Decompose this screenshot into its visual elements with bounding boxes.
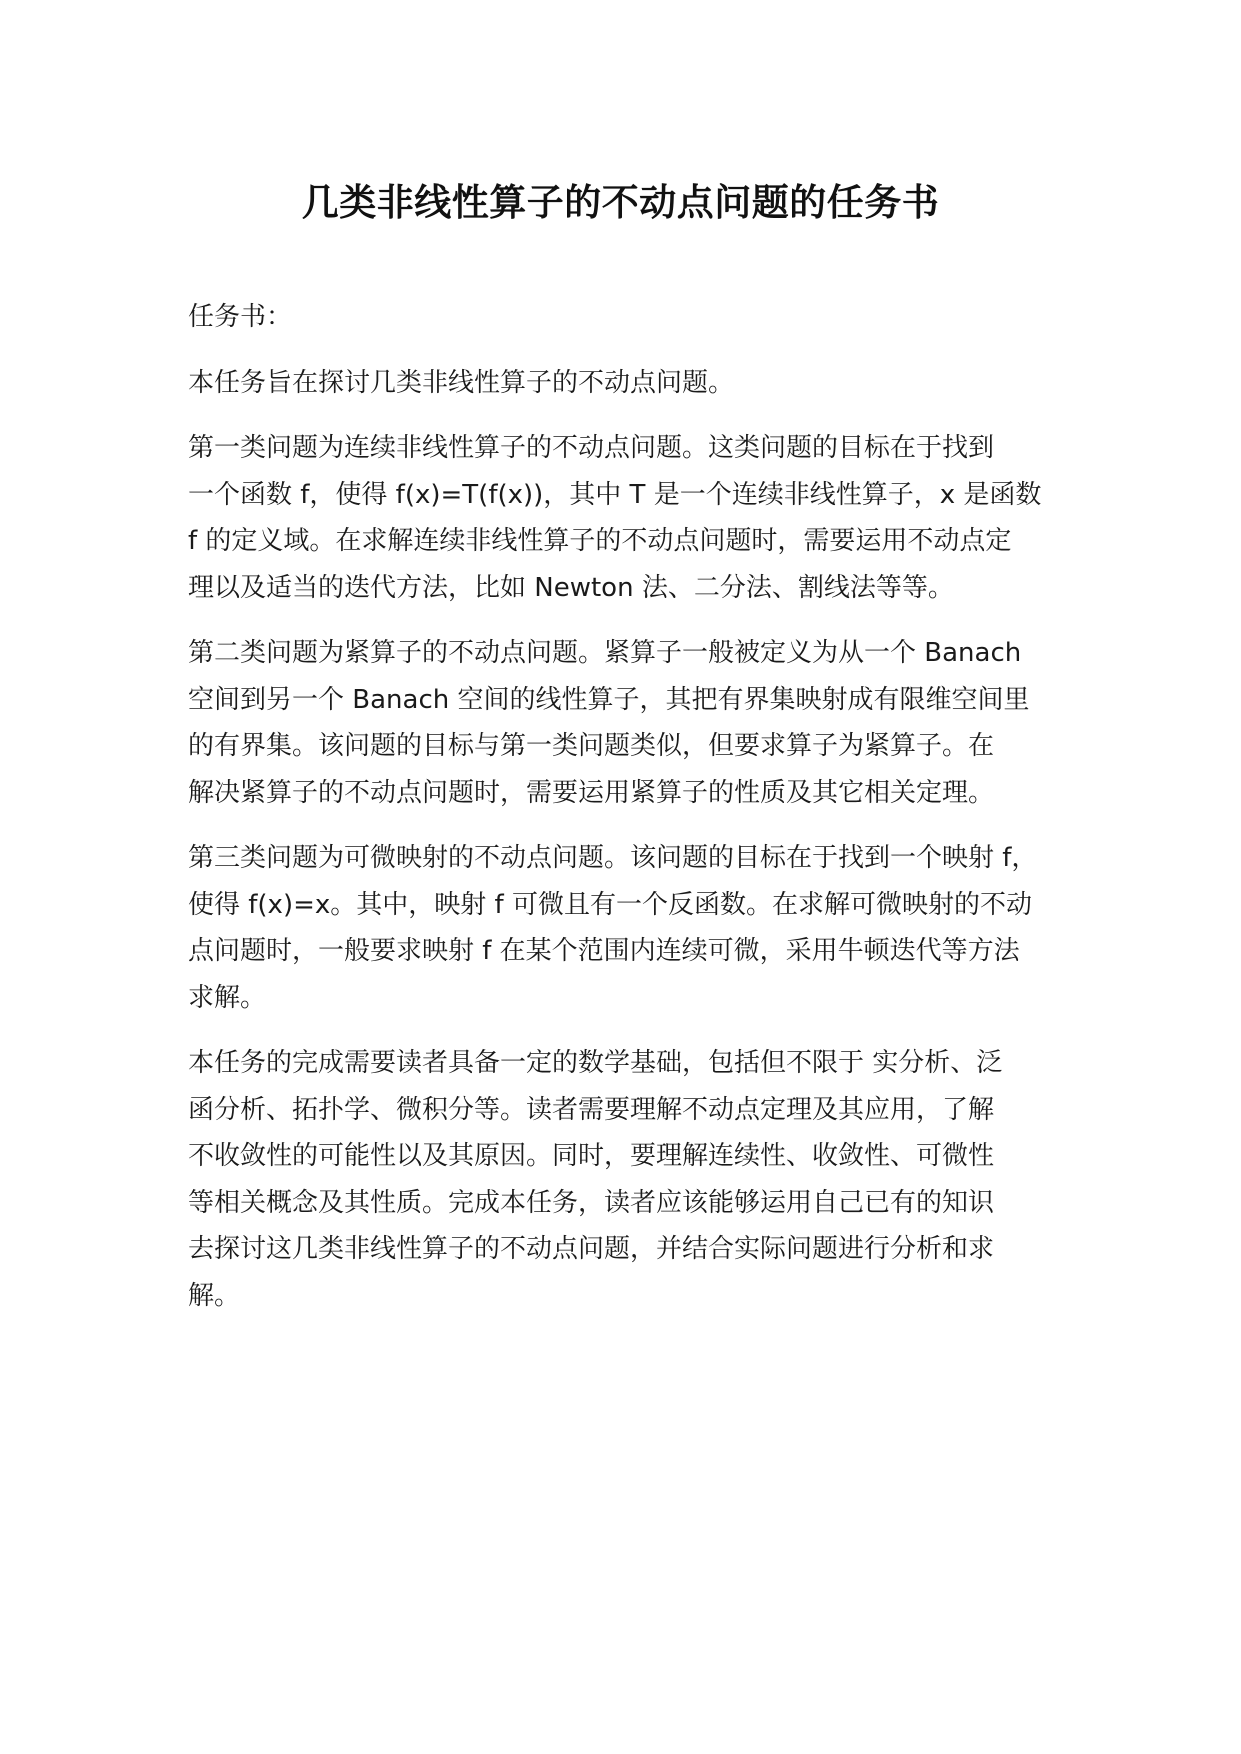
text-line: 理以及适当的迭代方法，比如 Newton 法、二分法、割线法等等。 — [188, 572, 954, 603]
text-line: f 的定义域。在求解连续非线性算子的不动点问题时，需要运用不动点定 — [188, 526, 1012, 556]
text-line: 本任务的完成需要读者具备一定的数学基础，包括但不限于 实分析、泛 — [188, 1048, 1003, 1078]
text-line: 使得 f(x)=x。其中，映射 f 可微且有一个反函数。在求解可微映射的不动 — [188, 889, 1032, 920]
paragraph-third-type — [188, 835, 1068, 1021]
text-line: 等相关概念及其性质。完成本任务，读者应该能够运用自己已有的知识 — [188, 1187, 995, 1218]
document-body — [188, 294, 1068, 1338]
text-line: 本任务旨在探讨几类非线性算子的不动点问题。 — [188, 367, 735, 398]
text-line: 点问题时，一般要求映射 f 在某个范围内连续可微，采用牛顿迭代等方法 — [188, 936, 1020, 966]
text-line: 函分析、拓扑学、微积分等。读者需要理解不动点定理及其应用，了解 — [188, 1094, 995, 1125]
text-line: 解。 — [188, 1280, 241, 1311]
text-line: 第一类问题为连续非线性算子的不动点问题。这类问题的目标在于找到 — [188, 433, 995, 463]
text-line: 第二类问题为紧算子的不动点问题。紧算子一般被定义为从一个 Banach — [188, 638, 1022, 668]
paragraph-second-type — [188, 630, 1068, 816]
text-line: 空间到另一个 Banach 空间的线性算子，其把有界集映射成有限维空间里 — [188, 684, 1030, 715]
paragraph-heading — [188, 294, 1068, 341]
text-line: 任务书： — [188, 302, 293, 332]
text-line: 不收敛性的可能性以及其原因。同时，要理解连续性、收敛性、可微性 — [188, 1141, 995, 1171]
text-line: 的有界集。该问题的目标与第一类问题类似，但要求算子为紧算子。在 — [188, 731, 995, 761]
paragraph-requirements — [188, 1040, 1068, 1319]
text-line: 求解。 — [188, 982, 267, 1013]
paragraph-intro — [188, 360, 1068, 407]
text-line: 去探讨这几类非线性算子的不动点问题，并结合实际问题进行分析和求 — [188, 1234, 995, 1264]
text-line: 一个函数 f，使得 f(x)=T(f(x))，其中 T 是一个连续非线性算子，x 是函数 — [188, 479, 1042, 510]
document-title: 几类非线性算子的不动点问题的任务书 — [301, 181, 940, 224]
paragraph-first-type — [188, 425, 1068, 611]
text-line: 解决紧算子的不动点问题时，需要运用紧算子的性质及其它相关定理。 — [188, 777, 995, 808]
text-line: 第三类问题为可微映射的不动点问题。该问题的目标在于找到一个映射 f， — [188, 843, 1038, 873]
